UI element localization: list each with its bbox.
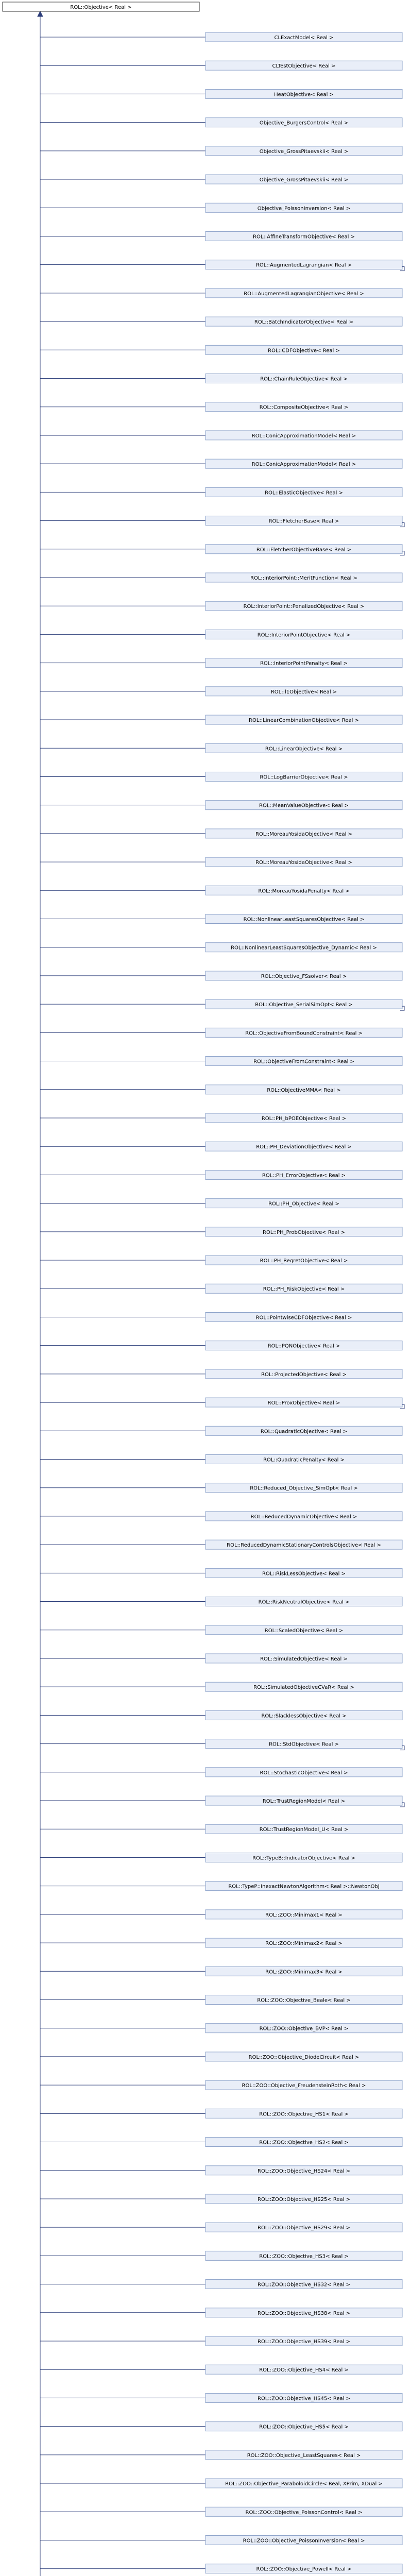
class-node[interactable] bbox=[206, 2166, 402, 2175]
class-node[interactable] bbox=[206, 289, 402, 298]
class-label: ROL::LogBarrierObjective< Real > bbox=[260, 774, 348, 781]
class-node[interactable] bbox=[206, 1284, 402, 1293]
class-label: ROL::FletcherObjectiveBase< Real > bbox=[256, 547, 352, 553]
class-node[interactable] bbox=[206, 402, 402, 412]
class-label: ROL::ZOO::Objective_HS32< Real > bbox=[258, 2282, 350, 2288]
class-label: ROL::ObjectiveFromConstraint< Real > bbox=[253, 1059, 354, 1065]
class-label: ROL::CompositeObjective< Real > bbox=[259, 404, 349, 411]
class-label: ROL::ZOO::Minimax1< Real > bbox=[265, 1912, 342, 1918]
class-node[interactable] bbox=[206, 1426, 402, 1435]
class-node[interactable] bbox=[206, 2138, 402, 2147]
class-node[interactable] bbox=[206, 1568, 402, 1578]
class-label: ROL::ZOO::Objective_HS1< Real > bbox=[259, 2111, 349, 2117]
class-node[interactable] bbox=[206, 1085, 402, 1094]
class-label: ROL::PH_RiskObjective< Real > bbox=[263, 1286, 345, 1293]
class-node[interactable] bbox=[206, 459, 402, 468]
class-label: ROL::SimulatedObjective< Real > bbox=[260, 1656, 348, 1662]
class-node[interactable] bbox=[206, 1796, 404, 1807]
class-label: ROL::ZOO::Objective_PoissonInversion< Real > bbox=[243, 2538, 365, 2544]
class-node[interactable] bbox=[206, 146, 402, 156]
class-label: ROL::ConicApproximationModel< Real > bbox=[251, 462, 356, 468]
class-node[interactable] bbox=[206, 2450, 402, 2460]
class-node[interactable] bbox=[206, 61, 402, 70]
class-label: ROL::InteriorPointObjective< Real > bbox=[257, 632, 351, 638]
class-label: Objective_GrossPitaevskii< Real > bbox=[259, 177, 349, 183]
class-label: ROL::Objective_SerialSimOpt< Real > bbox=[255, 1002, 353, 1008]
class-label: ROL::ZOO::Objective_HS4< Real > bbox=[259, 2367, 349, 2374]
class-node[interactable] bbox=[206, 1142, 402, 1151]
class-node[interactable] bbox=[206, 1341, 402, 1350]
class-node[interactable] bbox=[206, 801, 402, 810]
class-label: ROL::SimulatedObjectiveCVaR< Real > bbox=[253, 1685, 354, 1691]
class-label: ROL::ZOO::Objective_PoissonControl< Real > bbox=[245, 2510, 363, 2516]
class-node[interactable] bbox=[206, 175, 402, 184]
class-label: ROL::ZOO::Objective_FreudensteinRoth< Real > bbox=[242, 2083, 366, 2089]
class-node[interactable] bbox=[206, 1739, 404, 1750]
class-label: ROL::ZOO::Minimax3< Real > bbox=[265, 1969, 342, 1975]
class-label: ROL::LinearCombinationObjective< Real > bbox=[249, 718, 359, 724]
class-node[interactable] bbox=[206, 203, 402, 212]
class-label: ROL::ZOO::Objective_BVP< Real > bbox=[259, 2026, 349, 2032]
class-node[interactable] bbox=[206, 857, 402, 867]
class-node[interactable] bbox=[206, 1824, 402, 1834]
class-label: ROL::ZOO::Objective_HS2< Real > bbox=[259, 2140, 349, 2146]
class-label: ROL::ObjectiveMMA< Real > bbox=[267, 1087, 341, 1093]
class-label: ROL::ZOO::Objective_HS38< Real > bbox=[258, 2310, 350, 2316]
class-node[interactable] bbox=[206, 573, 402, 582]
class-label: ROL::CDFObjective< Real > bbox=[268, 348, 340, 354]
class-label: ROL::ReducedDynamicStationaryControlsObjective< Real > bbox=[227, 1543, 381, 1549]
class-node[interactable] bbox=[206, 545, 404, 555]
class-node[interactable] bbox=[206, 1483, 402, 1493]
class-label: ROL::ZOO::Objective_HS39< Real > bbox=[258, 2339, 350, 2345]
class-node[interactable] bbox=[206, 1227, 402, 1236]
class-label: ROL::FletcherBase< Real > bbox=[268, 518, 339, 524]
class-node[interactable] bbox=[206, 971, 402, 980]
class-node[interactable] bbox=[206, 2479, 402, 2488]
class-node[interactable] bbox=[206, 89, 402, 98]
class-node[interactable] bbox=[206, 2422, 402, 2431]
class-node[interactable] bbox=[206, 2365, 402, 2374]
class-label: ROL::ScaledObjective< Real > bbox=[264, 1628, 344, 1634]
class-label: ROL::RiskNeutralObjective< Real > bbox=[258, 1599, 350, 1605]
inheritance-edges bbox=[38, 11, 206, 2576]
class-node[interactable] bbox=[206, 2564, 402, 2573]
class-label: ROL::MoreauYosidaPenalty< Real > bbox=[258, 888, 350, 894]
class-node[interactable] bbox=[206, 2109, 402, 2118]
class-label: ROL::LinearObjective< Real > bbox=[265, 746, 343, 752]
class-label: ROL::StochasticObjective< Real > bbox=[260, 1770, 348, 1776]
class-label: ROL::RiskLessObjective< Real > bbox=[262, 1571, 346, 1577]
class-label: ROL::ZOO::Objective_HS5< Real > bbox=[259, 2424, 349, 2430]
class-node[interactable] bbox=[206, 2308, 402, 2317]
class-label: ROL::PH_RegretObjective< Real > bbox=[260, 1258, 348, 1264]
class-label: ROL::InteriorPoint::PenalizedObjective< Real > bbox=[243, 604, 365, 610]
class-node[interactable] bbox=[206, 1113, 402, 1123]
class-node[interactable] bbox=[206, 1256, 402, 1265]
class-label: ROL::l1Objective< Real > bbox=[270, 689, 337, 695]
class-node[interactable] bbox=[206, 772, 402, 781]
class-label: CLTestObjective< Real > bbox=[272, 63, 336, 70]
class-node[interactable] bbox=[206, 317, 402, 326]
class-node[interactable] bbox=[206, 1028, 402, 1037]
class-label: CLExactModel< Real > bbox=[274, 35, 334, 41]
class-label: ROL::PointwiseCDFObjective< Real > bbox=[255, 1315, 352, 1321]
class-node[interactable] bbox=[206, 914, 402, 924]
class-label: ROL::NonlinearLeastSquaresObjective_Dynamic< Real > bbox=[231, 945, 377, 951]
class-node[interactable] bbox=[206, 231, 402, 241]
class-label: ROL::MoreauYosidaObjective< Real > bbox=[255, 831, 352, 837]
derived-class-nodes bbox=[206, 32, 404, 2576]
class-node[interactable] bbox=[206, 1995, 402, 2004]
class-node[interactable] bbox=[206, 2507, 402, 2516]
class-label: ROL::ElasticObjective< Real > bbox=[265, 490, 343, 496]
class-label: ROL::TrustRegionModel< Real > bbox=[262, 1799, 346, 1805]
class-node[interactable] bbox=[206, 2535, 402, 2545]
class-label: ROL::TypeB::IndicatorObjective< Real > bbox=[252, 1855, 355, 1861]
class-label: ROL::Reduced_Objective_SimOpt< Real > bbox=[250, 1485, 358, 1492]
class-node[interactable] bbox=[206, 345, 402, 354]
class-node[interactable] bbox=[206, 1398, 404, 1409]
class-node[interactable] bbox=[206, 1853, 402, 1862]
class-label: ROL::NonlinearLeastSquaresObjective< Real > bbox=[243, 917, 365, 923]
class-node[interactable] bbox=[206, 1455, 402, 1464]
inheritance-arrowhead bbox=[38, 11, 43, 16]
class-node[interactable] bbox=[206, 2080, 402, 2090]
class-label: ROL::ObjectiveFromBoundConstraint< Real > bbox=[245, 1030, 363, 1037]
class-node[interactable] bbox=[206, 1882, 402, 1891]
class-node[interactable] bbox=[206, 2052, 402, 2061]
class-label: ROL::ZOO::Objective_HS3< Real > bbox=[259, 2253, 349, 2260]
class-label: ROL::AugmentedLagrangianObjective< Real > bbox=[244, 291, 364, 297]
class-label: ROL::ChainRuleObjective< Real > bbox=[260, 376, 348, 382]
class-node[interactable] bbox=[206, 118, 402, 127]
class-label: ROL::PH_Objective< Real > bbox=[268, 1201, 339, 1207]
class-label: ROL::ProxObjective< Real > bbox=[267, 1400, 340, 1406]
class-node[interactable] bbox=[206, 2223, 402, 2232]
class-node[interactable] bbox=[206, 1910, 402, 1919]
class-node[interactable] bbox=[206, 1768, 402, 1777]
class-label: ROL::ZOO::Objective_HS45< Real > bbox=[258, 2396, 350, 2402]
class-label: ROL::TypeP::InexactNewtonAlgorithm< Real >::NewtonObj bbox=[228, 1884, 380, 1890]
class-node[interactable] bbox=[206, 601, 402, 611]
class-node[interactable] bbox=[206, 2251, 402, 2260]
class-node[interactable] bbox=[206, 1170, 402, 1179]
class-label: ROL::QuadraticPenalty< Real > bbox=[263, 1457, 345, 1463]
class-node[interactable] bbox=[206, 2194, 402, 2204]
class-label: ROL::SlacklessObjective< Real > bbox=[261, 1713, 347, 1719]
class-node[interactable] bbox=[206, 487, 402, 497]
root-class-node[interactable] bbox=[3, 2, 199, 11]
class-label: ROL::TrustRegionModel_U< Real > bbox=[259, 1827, 349, 1833]
class-node[interactable] bbox=[206, 1512, 402, 1521]
class-label: ROL::ZOO::Objective_Beale< Real > bbox=[257, 1997, 351, 2004]
class-node[interactable] bbox=[206, 2393, 402, 2402]
class-label: ROL::PH_bPOEObjective< Real > bbox=[261, 1115, 347, 1122]
class-label: ROL::AugmentedLagrangian< Real > bbox=[255, 262, 352, 268]
class-label: ROL::MoreauYosidaObjective< Real > bbox=[255, 860, 352, 866]
class-label: ROL::ZOO::Minimax2< Real > bbox=[265, 1941, 342, 1947]
class-node[interactable] bbox=[206, 1682, 402, 1691]
class-node[interactable] bbox=[206, 32, 402, 42]
class-label: Objective_PoissonInversion< Real > bbox=[257, 206, 351, 212]
class-node[interactable] bbox=[206, 630, 402, 639]
class-node[interactable] bbox=[206, 658, 402, 668]
class-node[interactable] bbox=[206, 431, 402, 440]
class-node[interactable] bbox=[206, 1057, 402, 1066]
class-label: Objective_BurgersControl< Real > bbox=[259, 120, 349, 126]
class-node[interactable] bbox=[206, 943, 402, 952]
class-node[interactable] bbox=[206, 1597, 402, 1606]
class-label: HeatObjective< Real > bbox=[274, 92, 334, 98]
class-node[interactable] bbox=[206, 374, 402, 383]
class-node[interactable] bbox=[206, 2280, 402, 2289]
class-label: ROL::InteriorPoint::MeritFunction< Real > bbox=[250, 575, 357, 581]
class-node[interactable] bbox=[206, 1199, 402, 1208]
class-node[interactable] bbox=[206, 260, 404, 271]
class-label: ROL::PH_DeviationObjective< Real > bbox=[256, 1144, 352, 1150]
class-label: ROL::ZOO::Objective_ParaboloidCircle< Real, XPrim, XDual > bbox=[225, 2481, 383, 2487]
class-node[interactable] bbox=[206, 1938, 402, 1947]
root-class-label: ROL::Objective< Real > bbox=[70, 5, 132, 10]
class-label: ROL::BatchIndicatorObjective< Real > bbox=[254, 319, 354, 326]
class-label: ROL::QuadraticObjective< Real > bbox=[260, 1429, 348, 1435]
class-node[interactable] bbox=[206, 886, 402, 895]
class-label: ROL::ZOO::Objective_HS29< Real > bbox=[258, 2225, 350, 2231]
class-label: ROL::Objective_FSsolver< Real > bbox=[261, 973, 347, 979]
class-label: ROL::ZOO::Objective_HS25< Real > bbox=[258, 2196, 350, 2202]
class-node[interactable] bbox=[206, 2336, 402, 2346]
class-node[interactable] bbox=[206, 687, 402, 696]
class-node[interactable] bbox=[206, 999, 404, 1010]
class-node[interactable] bbox=[206, 1654, 402, 1663]
class-node[interactable] bbox=[206, 1369, 402, 1379]
class-node[interactable] bbox=[206, 1967, 402, 1976]
class-node[interactable] bbox=[206, 743, 402, 753]
class-label: ROL::InteriorPointPenalty< Real > bbox=[260, 660, 348, 667]
class-label: ROL::ProjectedObjective< Real > bbox=[261, 1371, 347, 1378]
class-node[interactable] bbox=[206, 516, 404, 527]
class-label: ROL::PH_ErrorObjective< Real > bbox=[262, 1173, 346, 1179]
class-node[interactable] bbox=[206, 1710, 402, 1720]
class-label: ROL::PH_ProbObjective< Real > bbox=[263, 1229, 345, 1235]
class-node[interactable] bbox=[206, 1540, 402, 1549]
class-label: ROL::PQNObjective< Real > bbox=[267, 1343, 340, 1349]
class-label: ROL::StdObjective< Real > bbox=[269, 1741, 339, 1748]
class-label: ROL::ZOO::Objective_DiodeCircuit< Real > bbox=[248, 2054, 359, 2060]
class-label: ROL::ZOO::Objective_LeastSquares< Real > bbox=[247, 2452, 361, 2459]
class-label: ROL::AffineTransformObjective< Real > bbox=[253, 234, 355, 240]
class-label: ROL::ZOO::Objective_HS24< Real > bbox=[258, 2168, 350, 2174]
class-node[interactable] bbox=[206, 829, 402, 838]
class-label: ROL::ZOO::Objective_Powell< Real > bbox=[256, 2566, 352, 2572]
class-label: ROL::ReducedDynamicObjective< Real > bbox=[250, 1514, 357, 1520]
class-label: ROL::ConicApproximationModel< Real > bbox=[251, 433, 356, 439]
class-node[interactable] bbox=[206, 1312, 402, 1321]
class-node[interactable] bbox=[206, 715, 402, 724]
class-node[interactable] bbox=[206, 2024, 402, 2033]
class-label: Objective_GrossPitaevskii< Real > bbox=[259, 148, 349, 155]
class-label: ROL::MeanValueObjective< Real > bbox=[259, 803, 349, 809]
class-node[interactable] bbox=[206, 1625, 402, 1635]
